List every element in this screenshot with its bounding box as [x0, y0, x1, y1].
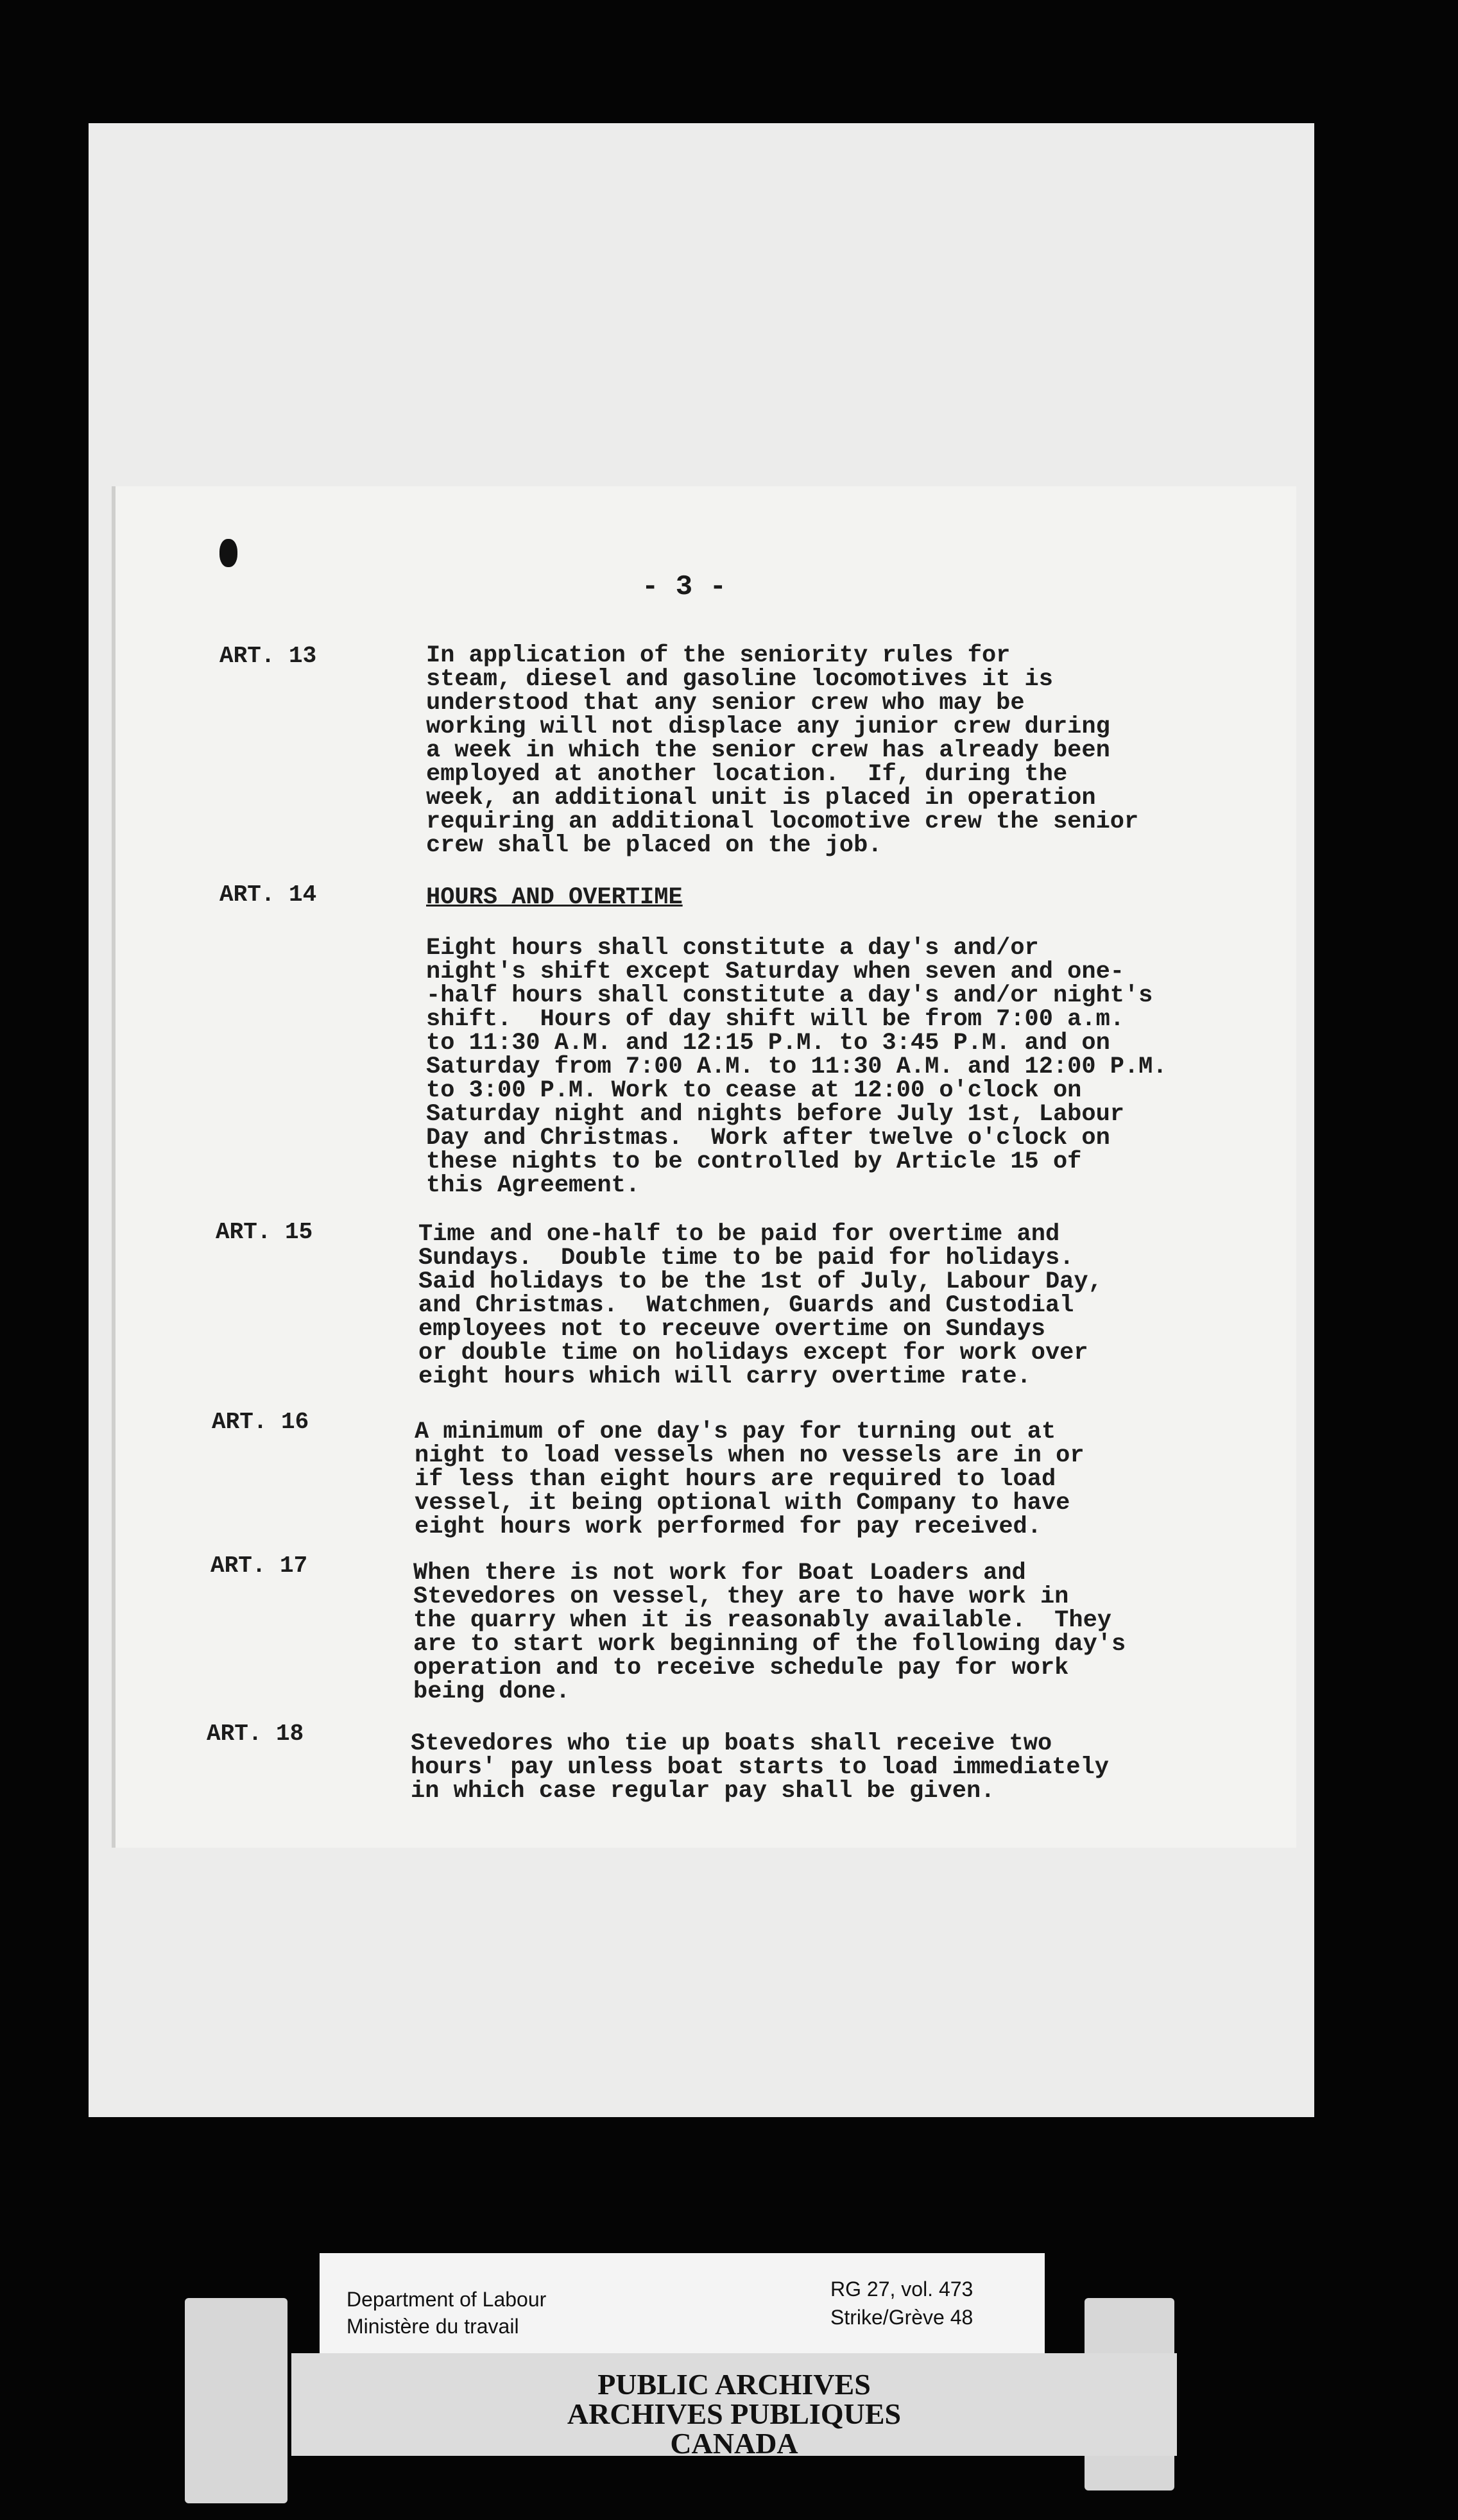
stamp-canada: CANADA	[670, 2427, 798, 2460]
strike-number: Strike/Grève 48	[830, 2306, 973, 2329]
stamp-public-archives: PUBLIC ARCHIVES	[597, 2368, 871, 2401]
page-number: - 3 -	[642, 571, 727, 603]
article-15-text: Time and one-half to be paid for overtime and Sundays. Double time to be paid for holidays. Said holidays to be the 1st of July, Labour Day, and Christmas. Watchmen, Guards and Custodial employees not to receuve overtime on Sundays or double time on holidays except for work over eight hours which will carry overtime rate.	[418, 1221, 1102, 1390]
label-tab-left	[185, 2298, 287, 2503]
article-18-label: ART. 18	[207, 1721, 304, 1747]
ink-blot	[219, 539, 237, 567]
article-13-text: In application of the seniority rules for steam, diesel and gasoline locomotives it is understood that any senior crew who may be working will not displace any junior crew during a week in which the senior crew has already been employed at another location. If, during the week, an additional unit is placed in operation requiring an additional locomotive crew the senior crew shall be placed on the job.	[426, 642, 1139, 859]
article-15-label: ART. 15	[216, 1219, 313, 1245]
article-17-text: When there is not work for Boat Loaders and Stevedores on vessel, they are to have work in the quarry when it is reasonably available. They are to start work beginning of the following day's operation and to receive schedule pay for work being done.	[413, 1560, 1126, 1705]
article-14-heading: HOURS AND OVERTIME	[426, 884, 683, 911]
article-17-label: ART. 17	[210, 1553, 308, 1579]
article-18-text: Stevedores who tie up boats shall receive two hours' pay unless boat starts to load immediately in which case regular pay shall be given.	[411, 1730, 1109, 1805]
article-14-label: ART. 14	[219, 881, 317, 908]
article-13-label: ART. 13	[219, 643, 317, 669]
record-reference: RG 27, vol. 473	[830, 2277, 973, 2301]
article-14-text: Eight hours shall constitute a day's and/or night's shift except Saturday when seven and one- -half hours shall constitute a day's and/or night's shift. Hours of day shift will be from 7:00 a.m. to 11:30 A.M. and 12:15 P.M. to 3:45 P.M. and on Saturday from 7:00 A.M. to 11:30 A.M. and 12:00 P.M. to 3:00 P.M. Work to cease at 12:00 o'clock on Saturday night and nights before July 1st, Labour Day and Christmas. Work after twelve o'clock on these nights to be controlled by Article 15 of this Agreement.	[426, 935, 1167, 1199]
department-en: Department of Labour	[347, 2288, 547, 2311]
stamp-archives-publiques: ARCHIVES PUBLIQUES	[567, 2397, 902, 2430]
department-fr: Ministère du travail	[347, 2315, 519, 2338]
article-16-label: ART. 16	[212, 1409, 309, 1435]
article-16-text: A minimum of one day's pay for turning out at night to load vessels when no vessels are in or if less than eight hours are required to load vessel, it being optional with Company to have eight hours work performed for pay received.	[415, 1418, 1085, 1540]
